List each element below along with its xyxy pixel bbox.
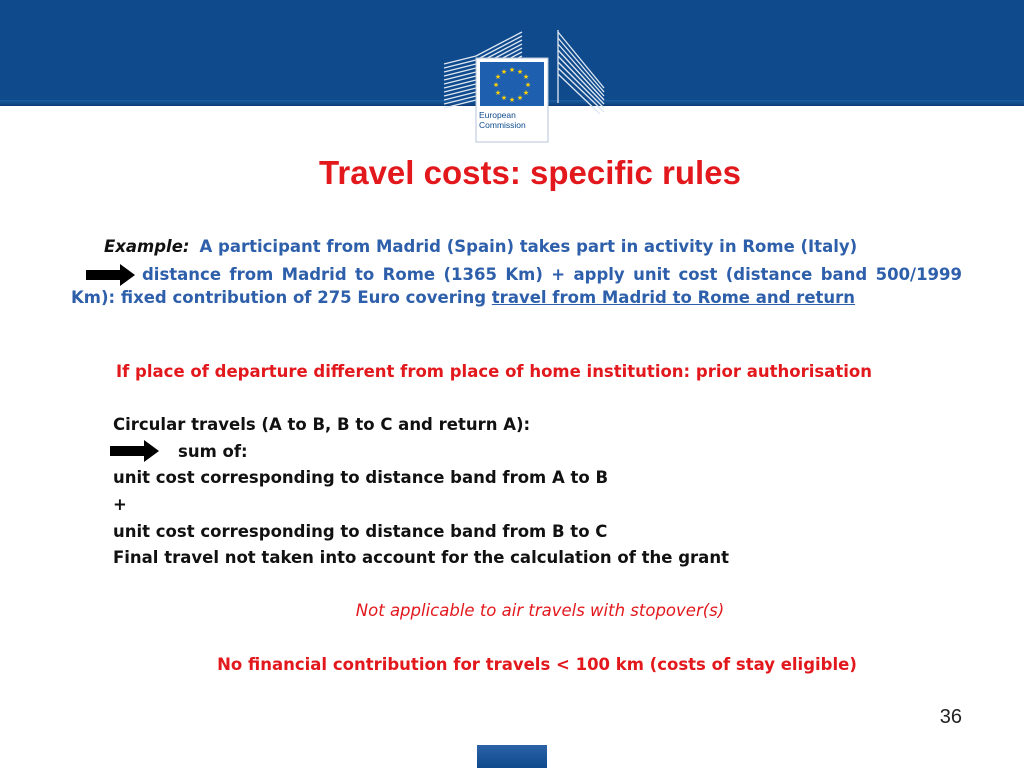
svg-text:★: ★ [508, 96, 516, 104]
svg-text:★: ★ [500, 94, 508, 102]
svg-text:★: ★ [524, 81, 532, 89]
slide-title: Travel costs: specific rules [319, 154, 741, 191]
plus-sign: + [113, 495, 127, 514]
example-explanation [71, 264, 962, 309]
unit-cost-bc: unit cost corresponding to distance band from B to C [113, 522, 608, 541]
departure-rule: If place of departure different from place of home institution: prior authorisation [116, 362, 872, 381]
svg-text:★: ★ [492, 81, 500, 89]
svg-text:★: ★ [494, 73, 502, 81]
logo-wordmark [479, 110, 549, 130]
svg-text:★: ★ [516, 94, 524, 102]
logo-wordmark-line2: Commission [479, 120, 526, 130]
no-contribution-rule: No financial contribution for travels < 100 km (costs of stay eligible) [217, 655, 857, 674]
svg-text:★: ★ [522, 89, 530, 97]
european-commission-logo [440, 28, 608, 148]
final-travel-note: Final travel not taken into account for the calculation of the grant [113, 548, 729, 567]
example-label: Example: [104, 237, 190, 256]
svg-text:★: ★ [500, 68, 508, 76]
svg-text:★: ★ [508, 66, 516, 74]
example-line [104, 237, 857, 256]
explanation-text: distance from Madrid to Rome (1365 Km) + apply unit cost (distance band 500/1999 Km): fixed contribution of 275 Euro covering [71, 265, 962, 307]
example-text: A participant from Madrid (Spain) takes part in activity in Rome (Italy) [199, 237, 858, 256]
page-number: 36 [939, 706, 962, 728]
svg-text:★: ★ [494, 89, 502, 97]
circular-travels-heading: Circular travels (A to B, B to C and return A): [113, 415, 531, 434]
footer-tab [477, 745, 547, 768]
right-arrow-icon-2 [110, 440, 160, 462]
air-travel-note: Not applicable to air travels with stopover(s) [355, 601, 725, 620]
unit-cost-ab: unit cost corresponding to distance band from A to B [113, 468, 609, 487]
logo-wordmark-line1: European [479, 110, 516, 120]
svg-text:★: ★ [516, 68, 524, 76]
explanation-link[interactable]: travel from Madrid to Rome and return [491, 287, 856, 307]
sum-of-label: sum of: [178, 442, 248, 461]
svg-text:★: ★ [522, 73, 530, 81]
